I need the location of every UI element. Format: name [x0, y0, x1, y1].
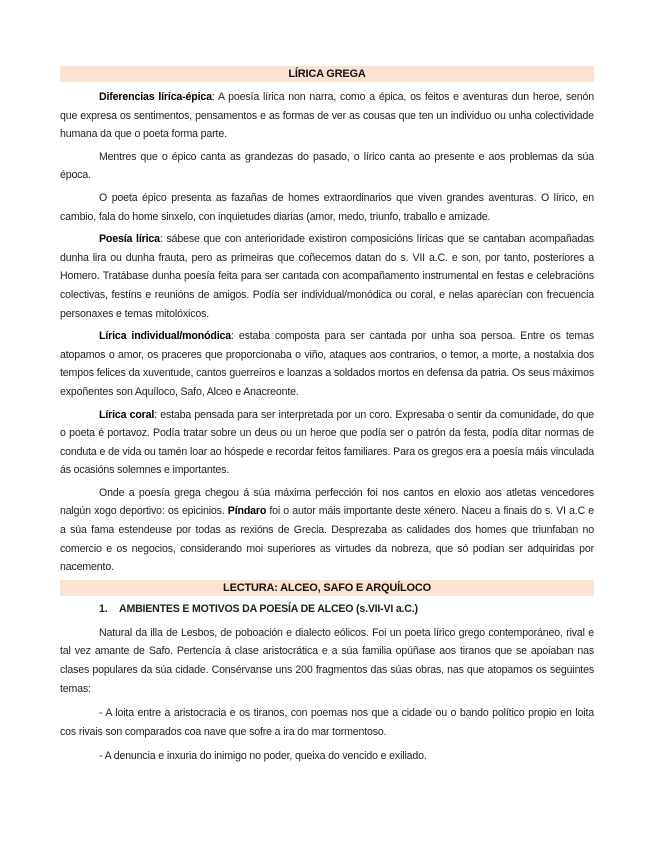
paragraph-epic-poet: O poeta épico presenta as fazañas de homes extraordinarios que viven grandes aventuras. O lírico, en cambio, fala do home sinxelo, con inquietudes diarias (amor, medo, triunfo, traballo e amizade. — [60, 191, 594, 223]
section-title: LÍRICA GREGA — [60, 66, 594, 82]
document-page — [60, 66, 594, 766]
term-lyric-poetry: Poesía lírica — [99, 233, 160, 246]
term-choral-lyric: Lírica coral — [99, 408, 155, 421]
term-differences: Diferencias lírica-épica — [99, 91, 212, 103]
paragraph-monodic-lyric: Lírica individual/monódica: estaba composta para ser cantada por unha soa persoa. Entre os temas atopamos o amor, os praceres que proporcionaba o viño, ataques aos contrarios, o temor, a morte, a nostalxia dos tempos felices da xuventude, cantos guerreiros e loanzas a soldados mortos en defensa da patria. Os seus máximos expoñentes son Aquíloco, Safo, Alceo e Anacreonte. — [60, 330, 594, 398]
paragraph-alceo-theme-2: - A denuncia e inxuria do inimigo no poder, queixa do vencido e exiliado. — [99, 750, 427, 763]
paragraph-choral-lyric: Lírica coral: estaba pensada para ser interpretada por un coro. Expresaba o sentir da comunidade, do que o poeta é portavoz. Podía tratar sobre un deus ou un heroe que podía ser o patrón da festa, podía ditar normas de conduta e de vida ou tamén loar ao hóspede e recordar feitos familiares. Para os gregos era a poesía máis vinculada ás ocasións solemnes e importantes. — [60, 408, 594, 477]
subsection-heading-alceo: 1. AMBIENTES E MOTIVOS DA POESÍA DE ALCEO (s.VII-VI a.C.) — [99, 602, 418, 615]
reading-title: LECTURA: ALCEO, SAFO E ARQUÍLOCO — [60, 580, 594, 596]
term-monodic-lyric: Lírica individual/monódica — [99, 330, 231, 343]
term-pindar: Píndaro — [227, 505, 267, 518]
paragraph-lyric-poetry: Poesía lírica: sábese que con anterioridade existiron composicións líricas que se cantaban acompañadas dunha lira ou dunha frauta, pero as primeiras que coñecemos datan do s. VII a.C. e son, por tanto, posteriores a Homero. Tratábase dunha poesía feita para ser cantada con acompañamento instrumental en festas e celebracións colectivas, festíns e reunións de amigos. Podía ser individual/monódica ou coral, e nelas aparecían con frecuencia personaxes e temas mitolóxicos. — [60, 233, 594, 320]
paragraph-epic-vs-lyric-time: Mentres que o épico canta as grandezas do pasado, o lírico canta ao presente e aos problemas da súa época. — [60, 150, 594, 182]
paragraph-pindar: Onde a poesía grega chegou á súa máxima perfección foi nos cantos en eloxio aos atletas vencedores nalgún xogo deportivo: os epicinios. Píndaro foi o autor máis importante deste xénero. Naceu a finais do s. VI a.C e a súa fama estendeuse por todas as rexións de Grecia. Desprezaba as calidades dos homes que triunfaban no comercio e os negocios, considerando moi superiores as virtudes da nobreza, que só podían ser adquiridas por nacemento. — [60, 486, 594, 574]
paragraph-alceo-intro: Natural da illa de Lesbos, de poboación e dialecto eólicos. Foi un poeta lírico grego contemporáneo, rival e tal vez amante de Safo. Pertencía á clase aristocrática e a súa familia opúñase aos tiranos que se apoiaban nas clases populares da súa cidade. Consérvanse uns 200 fragmentos das súas obras, nas que atopamos os seguintes temas: — [60, 626, 594, 695]
paragraph-alceo-theme-1: - A loita entre a aristocracia e os tiranos, con poemas nos que a cidade ou o bando político propio en loita cos rivais son comparados coa nave que sofre a ira do mar tormentoso. — [60, 707, 594, 738]
paragraph-lyric-epic-differences: Diferencias lírica-épica: A poesía lírica non narra, como a épica, os feitos e aventuras dun heroe, senón que expresa os sentimentos, pensamentos e as formas de ver as cousas que ten un individuo ou unha colectividade humana da que o poeta forma parte. — [60, 91, 594, 141]
